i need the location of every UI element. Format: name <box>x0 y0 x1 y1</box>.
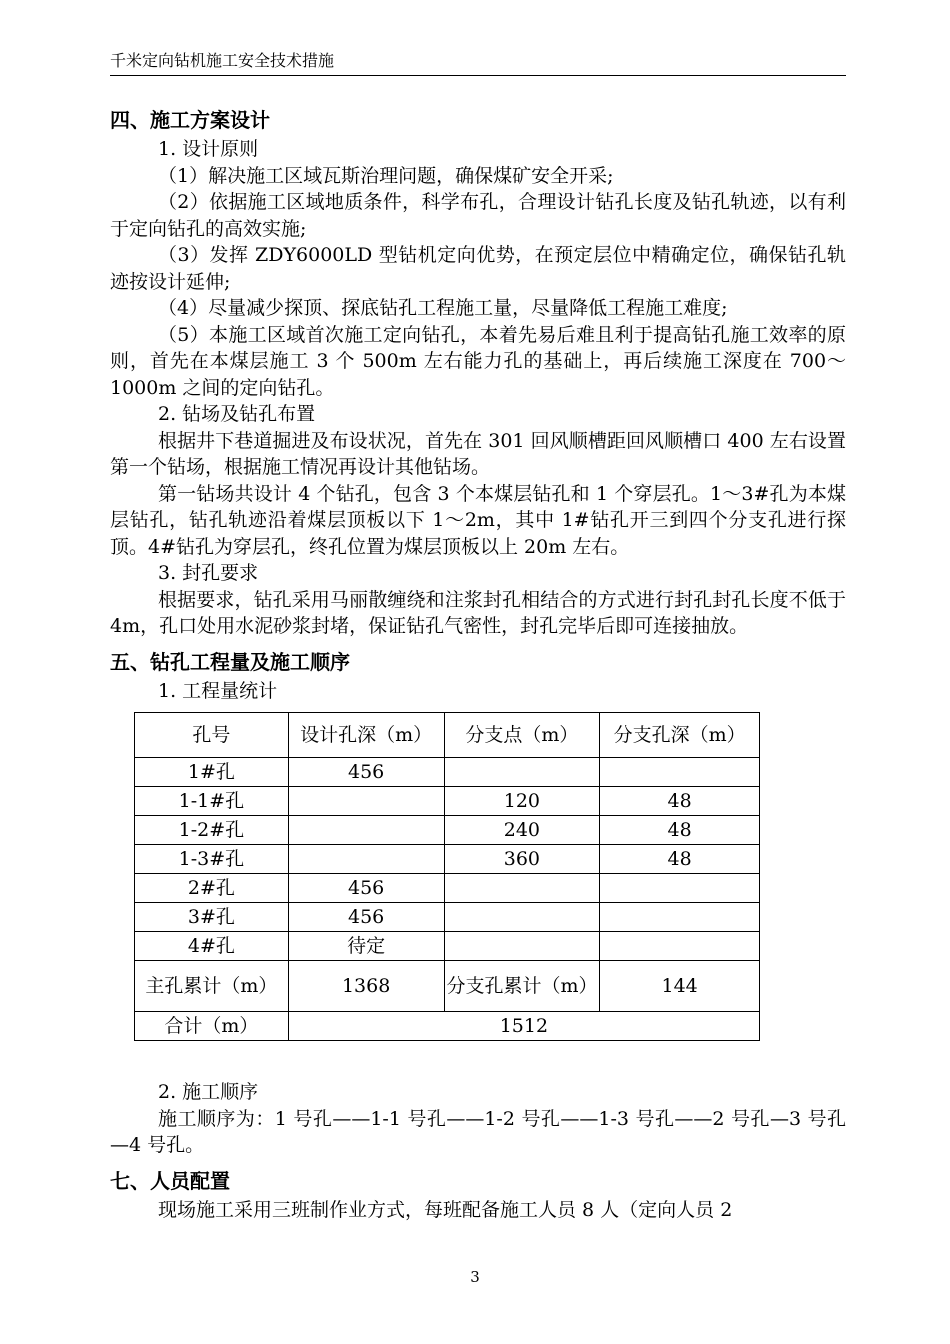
section-4-sub-2: 2. 钻场及钻孔布置 <box>158 403 316 425</box>
main-total-value: 1368 <box>288 961 444 1012</box>
paragraph: 现场施工采用三班制作业方式，每班配备施工人员 8 人（定向人员 2 <box>158 1198 733 1221</box>
table-cell <box>444 874 600 903</box>
table-row <box>135 874 760 903</box>
table-cell: 2#孔 <box>135 874 289 903</box>
table-cell: 待定 <box>288 932 444 961</box>
paragraph: （1）解决施工区域瓦斯治理问题，确保煤矿安全开采; <box>158 164 614 187</box>
table-cell: 1-1#孔 <box>135 787 289 816</box>
table-cell: 456 <box>288 758 444 787</box>
paragraph: 第一钻场共设计 4 个钻孔，包含 3 个本煤层钻孔和 1 个穿层孔。1～3#孔为本煤层钻孔，钻孔轨迹沿着煤层顶板以下 1～2m，其中 1#钻孔开三到四个分支孔进行探顶。4#钻孔为穿层孔，终孔位置为煤层顶板以上 20m 左右。 <box>110 482 846 558</box>
table-cell <box>288 787 444 816</box>
section-7-heading: 七、人员配置 <box>110 1168 230 1193</box>
paragraph: （5）本施工区域首次施工定向钻孔，本着先易后难且利于提高钻孔施工效率的原则，首先在本煤层施工 3 个 500m 左右能力孔的基础上，再后续施工深度在 700～1000m 之间的定向钻孔。 <box>110 323 846 399</box>
table-cell: 1-3#孔 <box>135 845 289 874</box>
document-body <box>110 104 846 1223</box>
table-header-cell: 孔号 <box>135 713 289 758</box>
page-number: 3 <box>470 1268 480 1286</box>
table-cell <box>444 758 600 787</box>
paragraph: （2）依据施工区域地质条件，科学布孔，合理设计钻孔长度及钻孔轨迹，以有利于定向钻孔的高效实施; <box>110 191 846 240</box>
table-cell: 1-2#孔 <box>135 816 289 845</box>
drilling-quantity-table <box>134 712 760 1041</box>
table-header-cell: 分支点（m） <box>444 713 600 758</box>
table-cell <box>600 903 760 932</box>
table-header-row <box>135 713 760 758</box>
section-4-sub-3: 3. 封孔要求 <box>158 562 259 584</box>
header-title: 千米定向钻机施工安全技术措施 <box>110 51 335 70</box>
page-header <box>110 50 846 76</box>
paragraph: 施工顺序为：1 号孔——1-1 号孔——1-2 号孔——1-3 号孔——2 号孔—3 号孔—4 号孔。 <box>110 1107 846 1156</box>
table-cell: 1#孔 <box>135 758 289 787</box>
table-cell <box>444 932 600 961</box>
table-header-cell: 分支孔深（m） <box>600 713 760 758</box>
table-cell <box>444 903 600 932</box>
table-row <box>135 845 760 874</box>
branch-total-label: 分支孔累计（m） <box>444 961 600 1012</box>
table-cell: 48 <box>600 787 760 816</box>
table-cell <box>600 874 760 903</box>
table-cell: 120 <box>444 787 600 816</box>
section-5-sub-2: 2. 施工顺序 <box>158 1081 259 1103</box>
table-subtotal-row <box>135 961 760 1012</box>
table-row <box>135 903 760 932</box>
paragraph: 根据井下巷道掘进及布设状况，首先在 301 回风顺槽距回风顺槽口 400 左右设置第一个钻场，根据施工情况再设计其他钻场。 <box>110 429 846 478</box>
table-cell: 240 <box>444 816 600 845</box>
table-total-row <box>135 1012 760 1041</box>
table-row <box>135 932 760 961</box>
branch-total-value: 144 <box>600 961 760 1012</box>
table-header-cell: 设计孔深（m） <box>288 713 444 758</box>
table-cell: 48 <box>600 816 760 845</box>
table-cell: 4#孔 <box>135 932 289 961</box>
table-cell <box>288 816 444 845</box>
table-cell: 360 <box>444 845 600 874</box>
table-cell <box>600 932 760 961</box>
section-5-heading: 五、钻孔工程量及施工顺序 <box>110 649 350 674</box>
section-5-sub-1: 1. 工程量统计 <box>158 679 278 702</box>
grand-total-label: 合计（m） <box>135 1012 289 1041</box>
section-4-sub-1: 1. 设计原则 <box>158 138 259 160</box>
table-cell <box>288 845 444 874</box>
table-cell: 456 <box>288 874 444 903</box>
table-cell: 48 <box>600 845 760 874</box>
paragraph: （4）尽量减少探顶、探底钻孔工程施工量，尽量降低工程施工难度; <box>158 297 728 319</box>
section-4-heading: 四、施工方案设计 <box>110 108 270 132</box>
paragraph: 根据要求，钻孔采用马丽散缠绕和注浆封孔相结合的方式进行封孔封孔长度不低于 4m，孔口处用水泥砂浆封堵，保证钻孔气密性，封孔完毕后即可连接抽放。 <box>110 588 846 637</box>
table-row <box>135 758 760 787</box>
grand-total-value: 1512 <box>288 1012 759 1041</box>
table-cell: 456 <box>288 903 444 932</box>
table-cell: 3#孔 <box>135 903 289 932</box>
paragraph: （3）发挥 ZDY6000LD 型钻机定向优势，在预定层位中精确定位，确保钻孔轨迹按设计延伸; <box>110 244 846 293</box>
table-row <box>135 816 760 845</box>
table-row <box>135 787 760 816</box>
main-total-label: 主孔累计（m） <box>135 961 289 1012</box>
table-cell <box>600 758 760 787</box>
